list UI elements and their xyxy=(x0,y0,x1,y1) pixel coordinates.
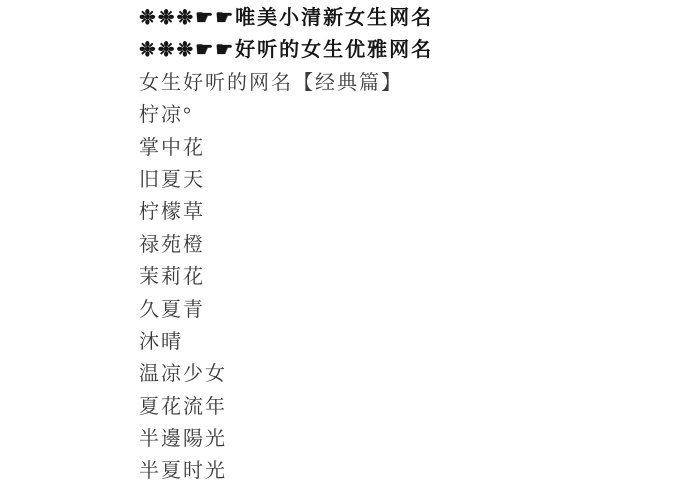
name-list-item: 茉莉花 xyxy=(139,266,205,289)
name-list xyxy=(139,2,679,488)
name-list-item: 禄苑橙 xyxy=(139,233,205,256)
name-list-item: 旧夏天 xyxy=(139,168,205,191)
name-list-item: 掌中花 xyxy=(139,136,205,159)
section-title-classic-names: 女生好听的网名【经典篇】 xyxy=(139,71,403,94)
header-line-elegant-names: ❉❉❉☛☛好听的女生优雅网名 xyxy=(139,39,434,62)
name-list-item: 半邊陽光 xyxy=(139,428,227,451)
name-list-item: 柠凉° xyxy=(139,104,193,127)
name-list-item: 夏花流年 xyxy=(139,395,227,418)
name-list-item: 久夏青 xyxy=(139,298,205,321)
name-list-item-clipped: 半夏时光 xyxy=(139,460,227,483)
name-list-item: 温凉少女 xyxy=(139,363,227,386)
header-line-pretty-fresh-names: ❉❉❉☛☛唯美小清新女生网名 xyxy=(139,7,434,29)
name-list-item: 柠檬草 xyxy=(139,201,205,224)
name-list-item: 沐晴 xyxy=(139,330,183,353)
